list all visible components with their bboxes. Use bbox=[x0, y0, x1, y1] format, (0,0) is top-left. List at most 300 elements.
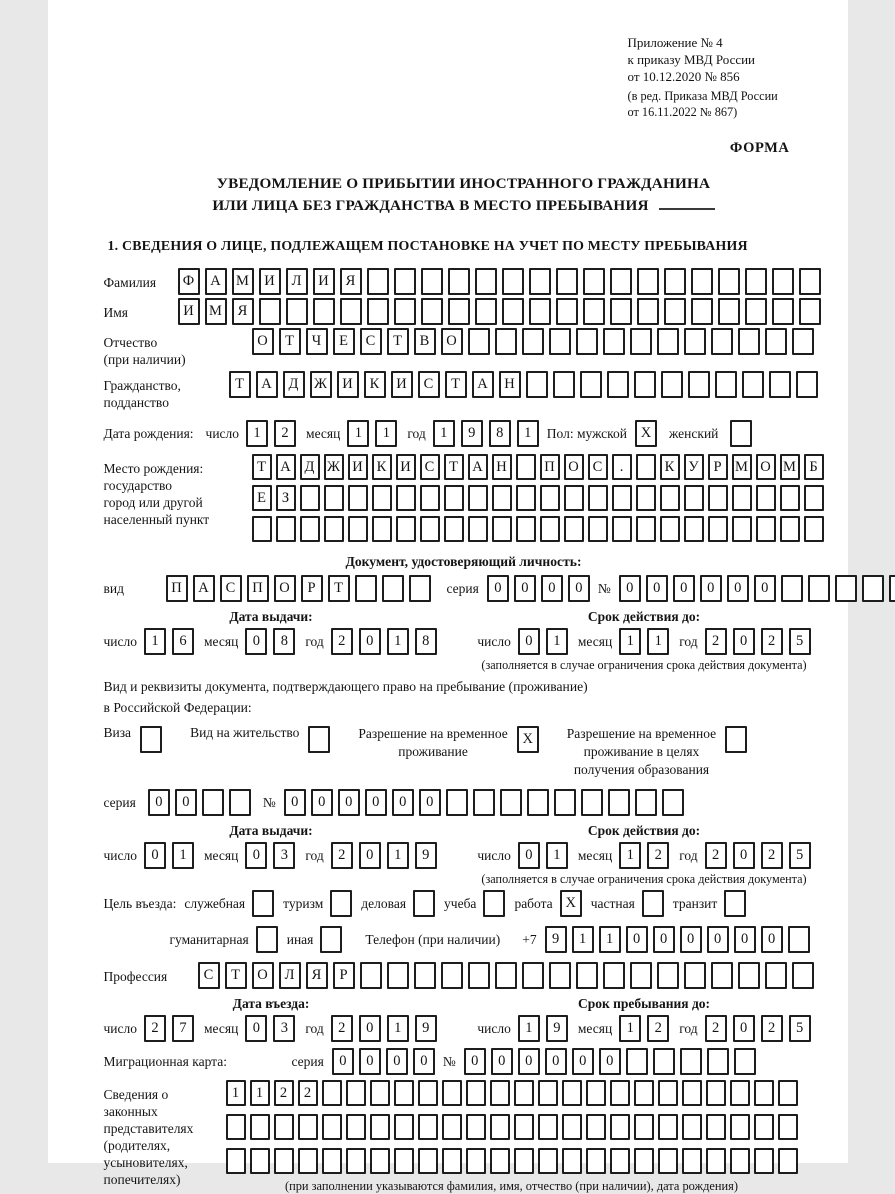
residence-doc-intro2: в Российской Федерации: bbox=[103, 700, 252, 715]
date-part-label: число bbox=[477, 633, 511, 649]
form-cell: 1 bbox=[226, 1080, 246, 1106]
form-cell: Ж bbox=[324, 454, 344, 480]
form-cell bbox=[637, 268, 659, 295]
date-part-label: год bbox=[679, 1020, 698, 1036]
option-temp-residence-checkbox bbox=[517, 726, 539, 753]
form-cell: К bbox=[364, 371, 386, 398]
date-part-label: месяц bbox=[577, 633, 613, 649]
form-cell bbox=[420, 485, 440, 511]
form-cell: 0 bbox=[673, 575, 695, 602]
date-part-cells bbox=[705, 628, 811, 655]
option-visa-label: Виза bbox=[103, 725, 132, 740]
form-cell bbox=[718, 298, 740, 325]
form-cell: 0 bbox=[413, 1048, 435, 1075]
form-cell: 0 bbox=[707, 926, 729, 953]
form-cell bbox=[581, 789, 603, 816]
form-cell bbox=[586, 1114, 606, 1140]
date-part-cells bbox=[245, 1015, 295, 1042]
guardians-note: (при заполнении указываются фамилия, имя, отчество (при наличии), дата рождения) bbox=[284, 1179, 739, 1193]
form-cell: 3 bbox=[273, 1015, 295, 1042]
form-cell: 1 bbox=[375, 420, 397, 447]
form-cell: Р bbox=[301, 575, 323, 602]
form-cell bbox=[889, 575, 895, 602]
form-cell: Р bbox=[333, 962, 355, 989]
form-title bbox=[104, 173, 824, 217]
form-cell bbox=[562, 1080, 582, 1106]
form-cell bbox=[348, 485, 368, 511]
guardians-cells-row3 bbox=[226, 1148, 798, 1174]
form-cell: 0 bbox=[245, 1015, 267, 1042]
annex-block bbox=[628, 34, 824, 120]
form-cell: П bbox=[166, 575, 188, 602]
date-part-label: год bbox=[407, 425, 426, 441]
form-cell: 1 bbox=[172, 842, 194, 869]
form-cell bbox=[387, 962, 409, 989]
date-part-cells bbox=[619, 628, 669, 655]
form-cell: И bbox=[348, 454, 368, 480]
date-part-label: месяц bbox=[204, 847, 239, 863]
form-cell bbox=[754, 1114, 774, 1140]
form-cell bbox=[549, 962, 571, 989]
form-cell bbox=[522, 328, 544, 355]
form-cell bbox=[707, 1048, 729, 1075]
form-cell bbox=[274, 1114, 294, 1140]
form-cell bbox=[322, 1080, 342, 1106]
form-cell bbox=[781, 575, 803, 602]
date-part-cells bbox=[144, 628, 194, 655]
form-cell bbox=[396, 516, 416, 542]
option-visa bbox=[104, 725, 163, 753]
doc-issue-dategroup bbox=[104, 628, 439, 655]
form-cell bbox=[372, 485, 392, 511]
form-cell bbox=[583, 268, 605, 295]
migration-number-cells bbox=[464, 1048, 756, 1075]
form-cell: 0 bbox=[541, 575, 563, 602]
form-cell bbox=[636, 516, 656, 542]
date-part-cells bbox=[331, 628, 437, 655]
purpose-study-checkbox bbox=[483, 890, 505, 917]
form-cell bbox=[468, 962, 490, 989]
form-cell: 9 bbox=[415, 1015, 437, 1042]
form-cell bbox=[538, 1114, 558, 1140]
form-cell bbox=[442, 1114, 462, 1140]
profession-label: Профессия bbox=[103, 969, 168, 984]
form-cell bbox=[725, 726, 747, 753]
form-cell bbox=[340, 298, 362, 325]
residence-number-cells bbox=[284, 789, 684, 816]
date-part-cells bbox=[331, 1015, 437, 1042]
form-cell: Е bbox=[252, 485, 272, 511]
form-cell bbox=[691, 298, 713, 325]
purpose-work: работа X bbox=[514, 890, 581, 917]
date-part-cells bbox=[331, 842, 437, 869]
form-cell bbox=[682, 1080, 702, 1106]
form-cell bbox=[540, 516, 560, 542]
form-cell bbox=[732, 485, 752, 511]
form-cell: Ч bbox=[306, 328, 328, 355]
purpose-humanitarian: гуманитарная bbox=[170, 926, 278, 953]
citizenship-row bbox=[104, 371, 824, 411]
form-cell: 1 bbox=[250, 1080, 270, 1106]
form-cell: И bbox=[313, 268, 335, 295]
form-cell bbox=[495, 962, 517, 989]
form-cell: 1 bbox=[387, 1015, 409, 1042]
stay-until-dategroup bbox=[477, 1015, 810, 1042]
date-part-label: месяц bbox=[306, 425, 341, 441]
migration-series-label: серия bbox=[291, 1054, 324, 1069]
date-part-cells bbox=[144, 842, 194, 869]
residence-series-cells bbox=[148, 789, 251, 816]
form-cell bbox=[745, 268, 767, 295]
form-cell: А bbox=[472, 371, 494, 398]
form-cell bbox=[588, 516, 608, 542]
form-cell: 2 bbox=[331, 842, 353, 869]
form-cell bbox=[769, 371, 791, 398]
form-cell bbox=[796, 371, 818, 398]
residence-issue-dategroup bbox=[104, 842, 439, 869]
form-cell bbox=[607, 371, 629, 398]
form-cell: 0 bbox=[733, 842, 755, 869]
option-temp-residence-education-label: Разрешение на временное проживание в целях получения образования bbox=[566, 726, 717, 777]
migration-number-label: № bbox=[442, 1054, 456, 1069]
form-cell bbox=[466, 1080, 486, 1106]
form-cell: П bbox=[247, 575, 269, 602]
birthplace-label-line1: Место рождения: bbox=[103, 461, 204, 476]
form-cell bbox=[468, 485, 488, 511]
form-cell bbox=[502, 268, 524, 295]
form-cell bbox=[448, 298, 470, 325]
form-cell: О bbox=[252, 328, 274, 355]
form-cell bbox=[564, 516, 584, 542]
form-cell bbox=[588, 485, 608, 511]
citizenship-label bbox=[104, 371, 229, 411]
form-cell bbox=[711, 328, 733, 355]
form-cell bbox=[324, 516, 344, 542]
surname-label: Фамилия bbox=[103, 275, 157, 290]
birthplace-cell-rows bbox=[252, 454, 824, 547]
purpose-official: служебная bbox=[184, 890, 274, 917]
form-cell: 0 bbox=[734, 926, 756, 953]
form-cell: 0 bbox=[386, 1048, 408, 1075]
form-cell bbox=[473, 789, 495, 816]
arrival-notification-form bbox=[48, 0, 848, 1193]
form-cell: 0 bbox=[245, 628, 267, 655]
form-cell: X bbox=[560, 890, 582, 917]
form-cell bbox=[370, 1114, 390, 1140]
form-cell bbox=[475, 268, 497, 295]
form-cell bbox=[706, 1114, 726, 1140]
date-part-label: месяц bbox=[577, 1020, 613, 1036]
form-cell bbox=[562, 1114, 582, 1140]
identity-doc-dates bbox=[104, 609, 824, 673]
form-cell bbox=[468, 516, 488, 542]
form-cell: И bbox=[391, 371, 413, 398]
birthdate-dategroup bbox=[206, 420, 539, 447]
form-cell bbox=[772, 298, 794, 325]
form-cell bbox=[346, 1080, 366, 1106]
purpose-tourism-checkbox bbox=[330, 890, 352, 917]
residence-doc-options bbox=[104, 725, 824, 779]
form-cell bbox=[355, 575, 377, 602]
form-cell: X bbox=[517, 726, 539, 753]
form-cell bbox=[608, 789, 630, 816]
form-cell bbox=[348, 516, 368, 542]
phone-prefix: +7 bbox=[522, 931, 537, 947]
identity-doc-heading: Документ, удостоверяющий личность: bbox=[345, 554, 582, 569]
form-cell: 0 bbox=[619, 575, 641, 602]
form-cell: 2 bbox=[761, 628, 783, 655]
form-cell bbox=[500, 789, 522, 816]
form-cell: Т bbox=[328, 575, 350, 602]
form-cell bbox=[738, 962, 760, 989]
form-cell bbox=[780, 516, 800, 542]
form-cell: Б bbox=[804, 454, 824, 480]
date-part-cells bbox=[619, 842, 669, 869]
form-cell: 0 bbox=[365, 789, 387, 816]
date-part-label: число bbox=[477, 1020, 511, 1036]
form-cell bbox=[612, 516, 632, 542]
form-cell: З bbox=[276, 485, 296, 511]
birthplace-label bbox=[104, 454, 252, 528]
form-cell bbox=[516, 516, 536, 542]
form-cell: Я bbox=[306, 962, 328, 989]
form-cell bbox=[576, 962, 598, 989]
date-part-label: год bbox=[679, 633, 698, 649]
annex-line: к приказу МВД России bbox=[627, 52, 756, 67]
form-cell bbox=[298, 1114, 318, 1140]
purpose-other: иная bbox=[287, 926, 343, 953]
form-cell bbox=[394, 1114, 414, 1140]
form-cell bbox=[250, 1114, 270, 1140]
guardians-cells-row1 bbox=[226, 1080, 798, 1106]
date-part-label: число bbox=[477, 847, 511, 863]
date-part-cells bbox=[246, 420, 296, 447]
form-cell bbox=[634, 371, 656, 398]
purpose-humanitarian-checkbox bbox=[256, 926, 278, 953]
form-cell bbox=[468, 328, 490, 355]
sex-female-label: женский bbox=[669, 426, 719, 441]
form-cell bbox=[612, 485, 632, 511]
purpose-row1 bbox=[104, 890, 824, 917]
option-residence-permit-label: Вид на жительство bbox=[190, 725, 300, 740]
form-cell: 0 bbox=[700, 575, 722, 602]
form-cell bbox=[637, 298, 659, 325]
patronymic-label-line1: Отчество bbox=[103, 335, 158, 350]
sex-female-checkbox bbox=[730, 420, 752, 447]
date-part-cells bbox=[433, 420, 539, 447]
form-cell: 0 bbox=[680, 926, 702, 953]
surname-row bbox=[104, 268, 824, 295]
option-temp-residence bbox=[358, 725, 538, 761]
phone-label: Телефон (при наличии) bbox=[365, 931, 501, 947]
form-cell bbox=[394, 298, 416, 325]
entry-date-col bbox=[104, 996, 439, 1042]
form-cell: Я bbox=[232, 298, 254, 325]
form-cell bbox=[754, 1148, 774, 1174]
form-cell bbox=[778, 1080, 798, 1106]
form-cell: М bbox=[232, 268, 254, 295]
entry-dates bbox=[104, 996, 824, 1042]
purpose-business-checkbox bbox=[413, 890, 435, 917]
form-cell: 0 bbox=[518, 1048, 540, 1075]
form-title-line2: ИЛИ ЛИЦА БЕЗ ГРАЖДАНСТВА В МЕСТО ПРЕБЫВАНИЯ bbox=[212, 197, 649, 214]
form-cell bbox=[394, 268, 416, 295]
form-cell: 9 bbox=[546, 1015, 568, 1042]
form-cell: 0 bbox=[518, 628, 540, 655]
migration-card-label: Миграционная карта: bbox=[103, 1054, 227, 1069]
form-cell: К bbox=[372, 454, 392, 480]
form-cell bbox=[346, 1148, 366, 1174]
form-cell bbox=[610, 1148, 630, 1174]
form-cell bbox=[556, 298, 578, 325]
form-cell bbox=[522, 962, 544, 989]
form-cell: А bbox=[256, 371, 278, 398]
form-cell: М bbox=[780, 454, 800, 480]
form-cell bbox=[715, 371, 737, 398]
form-cell: 5 bbox=[789, 842, 811, 869]
birthplace-row bbox=[104, 454, 824, 547]
form-cell: 5 bbox=[789, 628, 811, 655]
form-cell: Л bbox=[279, 962, 301, 989]
form-cell bbox=[446, 789, 468, 816]
birthplace-label-line3: город или другой bbox=[103, 495, 203, 510]
form-cell: 8 bbox=[273, 628, 295, 655]
doc-valid-note: (заполняется в случае ограничения срока действия документа) bbox=[481, 658, 807, 672]
form-cell bbox=[680, 1048, 702, 1075]
form-cell bbox=[636, 454, 656, 480]
citizenship-cells bbox=[229, 371, 818, 398]
birthplace-cells-row2 bbox=[252, 485, 824, 511]
identity-doc-row bbox=[104, 575, 824, 602]
purpose-study: учеба bbox=[444, 890, 505, 917]
form-cell: Л bbox=[286, 268, 308, 295]
form-title-line1: УВЕДОМЛЕНИЕ О ПРИБЫТИИ ИНОСТРАННОГО ГРАЖДАНИНА bbox=[216, 175, 711, 192]
form-cell: В bbox=[414, 328, 436, 355]
residence-valid-col bbox=[465, 823, 824, 887]
form-cell: Т bbox=[444, 454, 464, 480]
form-cell bbox=[586, 1148, 606, 1174]
form-cell: Е bbox=[333, 328, 355, 355]
form-cell bbox=[382, 575, 404, 602]
form-cell: 2 bbox=[331, 1015, 353, 1042]
residence-issue-col bbox=[104, 823, 439, 869]
form-cell: 0 bbox=[568, 575, 590, 602]
form-cell: Ж bbox=[310, 371, 332, 398]
date-part-cells bbox=[144, 1015, 194, 1042]
form-cell bbox=[490, 1114, 510, 1140]
form-cell bbox=[250, 1148, 270, 1174]
form-cell: 1 bbox=[619, 842, 641, 869]
form-cell bbox=[475, 298, 497, 325]
form-cell bbox=[418, 1148, 438, 1174]
form-cell bbox=[320, 926, 342, 953]
firstname-label: Имя bbox=[103, 305, 129, 320]
form-cell bbox=[308, 726, 330, 753]
form-cell: Д bbox=[283, 371, 305, 398]
phone-cells bbox=[545, 926, 810, 953]
sex-male-checkbox bbox=[635, 420, 657, 447]
date-part-label: месяц bbox=[204, 633, 239, 649]
form-cell: 0 bbox=[359, 842, 381, 869]
form-cell: 2 bbox=[705, 628, 727, 655]
form-cell: 0 bbox=[464, 1048, 486, 1075]
form-cell: 0 bbox=[148, 789, 170, 816]
form-cell bbox=[418, 1080, 438, 1106]
form-cell bbox=[682, 1148, 702, 1174]
form-cell bbox=[706, 1148, 726, 1174]
form-cell bbox=[778, 1148, 798, 1174]
form-cell: С bbox=[418, 371, 440, 398]
annex-edit-line: (в ред. Приказа МВД России bbox=[627, 89, 778, 103]
form-cell: К bbox=[660, 454, 680, 480]
doc-valid-header: Срок действия до: bbox=[587, 609, 701, 624]
form-cell bbox=[634, 1080, 654, 1106]
form-cell bbox=[580, 371, 602, 398]
form-cell bbox=[226, 1148, 246, 1174]
form-cell bbox=[745, 298, 767, 325]
form-cell bbox=[202, 789, 224, 816]
form-cell bbox=[140, 726, 162, 753]
residence-valid-note: (заполняется в случае ограничения срока действия документа) bbox=[481, 872, 807, 886]
migration-card-row bbox=[104, 1048, 824, 1075]
form-cell: 1 bbox=[599, 926, 621, 953]
profession-cells bbox=[198, 962, 814, 989]
form-cell: 0 bbox=[245, 842, 267, 869]
form-cell: 2 bbox=[144, 1015, 166, 1042]
date-part-label: год bbox=[305, 847, 324, 863]
form-cell bbox=[738, 328, 760, 355]
doc-kind-cells bbox=[166, 575, 431, 602]
form-cell: 0 bbox=[284, 789, 306, 816]
form-cell bbox=[322, 1148, 342, 1174]
form-cell bbox=[636, 485, 656, 511]
form-cell bbox=[448, 268, 470, 295]
form-cell bbox=[370, 1148, 390, 1174]
purpose-tourism: туризм bbox=[283, 890, 352, 917]
form-cell bbox=[322, 1114, 342, 1140]
purpose-transit-checkbox bbox=[724, 890, 746, 917]
date-part-cells bbox=[619, 1015, 669, 1042]
stay-until-header: Срок пребывания до: bbox=[577, 996, 711, 1011]
doc-kind-label: вид bbox=[103, 581, 124, 596]
doc-series-cells bbox=[487, 575, 590, 602]
form-cell: 6 bbox=[172, 628, 194, 655]
form-cell bbox=[658, 1080, 678, 1106]
form-cell bbox=[313, 298, 335, 325]
purpose-official-checkbox bbox=[252, 890, 274, 917]
form-cell bbox=[664, 268, 686, 295]
form-cell bbox=[442, 1148, 462, 1174]
form-cell bbox=[421, 268, 443, 295]
form-cell: Т bbox=[225, 962, 247, 989]
form-cell: 1 bbox=[518, 1015, 540, 1042]
form-cell: 0 bbox=[599, 1048, 621, 1075]
annex-line: Приложение № 4 bbox=[627, 35, 723, 50]
form-cell bbox=[730, 1148, 750, 1174]
date-part-cells bbox=[245, 842, 295, 869]
form-cell: И bbox=[259, 268, 281, 295]
form-cell: 2 bbox=[331, 628, 353, 655]
form-cell bbox=[734, 1048, 756, 1075]
form-cell: С bbox=[420, 454, 440, 480]
form-cell bbox=[527, 789, 549, 816]
form-cell bbox=[556, 268, 578, 295]
form-cell: 0 bbox=[487, 575, 509, 602]
form-cell bbox=[862, 575, 884, 602]
form-cell: 9 bbox=[461, 420, 483, 447]
doc-valid-dategroup bbox=[477, 628, 810, 655]
form-cell bbox=[538, 1080, 558, 1106]
